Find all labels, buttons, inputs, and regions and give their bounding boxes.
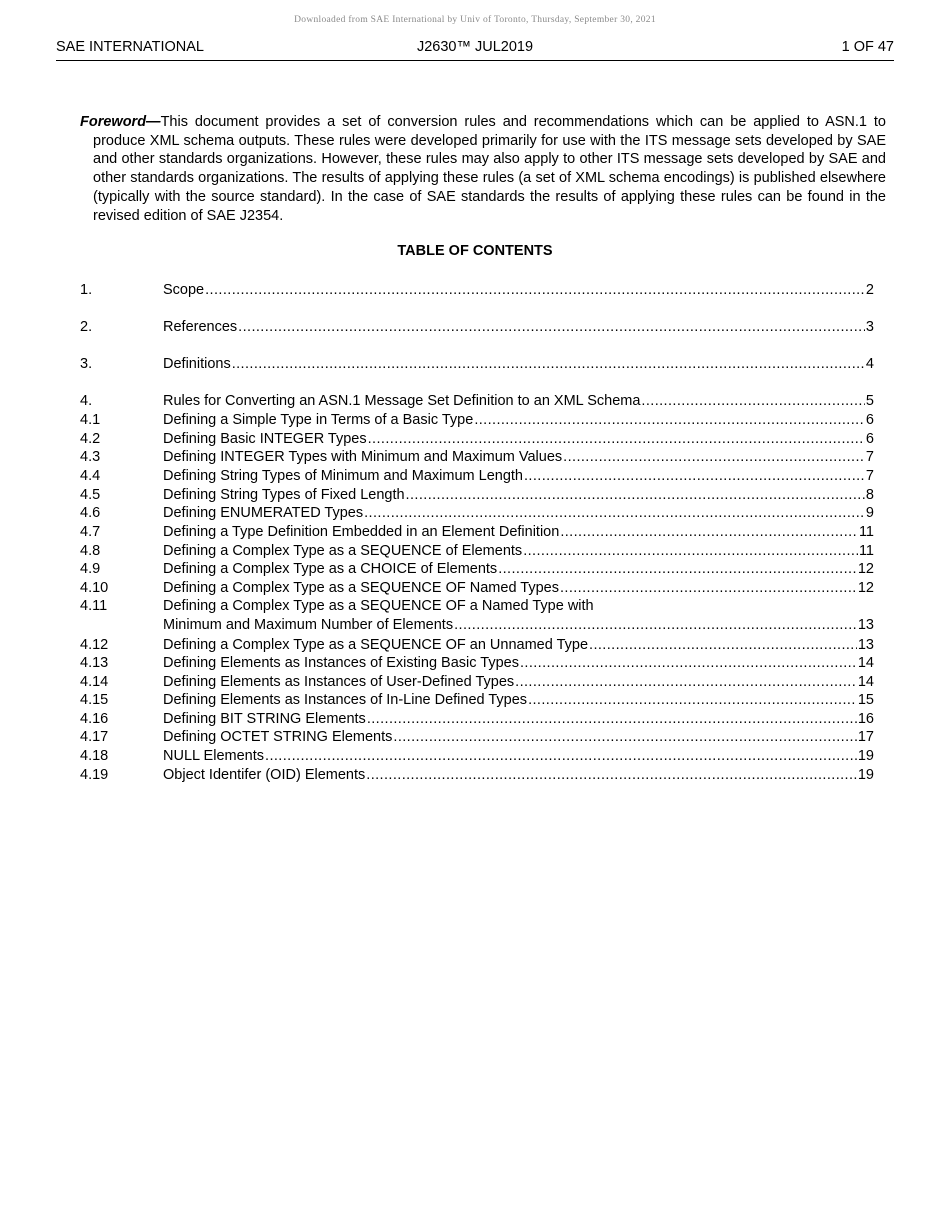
toc-entry-number: 4.17 [80, 729, 109, 745]
toc-entry-page: 6 [865, 412, 874, 428]
toc-entry-title: Defining a Complex Type as a SEQUENCE OF Named Types [163, 580, 559, 596]
toc-entry[interactable] [80, 448, 874, 467]
toc-entry-page: 17 [857, 729, 874, 745]
toc-dot-leader [523, 542, 858, 561]
toc-entry[interactable] [80, 579, 874, 598]
toc-entry-title: Defining ENUMERATED Types [163, 505, 364, 521]
toc-dot-leader [589, 636, 857, 655]
toc-entry-page: 7 [865, 449, 874, 465]
toc-entry-title: Defining Elements as Instances of Existing Basic Types [163, 655, 519, 671]
foreword-paragraph [80, 113, 886, 225]
toc-entry-number: 4.11 [80, 598, 108, 614]
toc-dot-leader [560, 523, 858, 542]
toc-entry-page: 15 [857, 692, 874, 708]
toc-entry[interactable] [80, 318, 874, 337]
toc-entry-number: 4.2 [80, 431, 101, 447]
toc-entry-title: Defining Elements as Instances of User-Defined Types [163, 674, 515, 690]
toc-dot-leader [367, 710, 857, 729]
toc-dot-leader [238, 318, 865, 337]
toc-dot-leader [560, 579, 857, 598]
toc-entry-page: 3 [865, 319, 874, 335]
toc-dot-leader [368, 430, 865, 449]
toc-entry[interactable] [80, 636, 874, 655]
toc-entry[interactable] [80, 747, 874, 766]
toc-entry-page: 13 [857, 637, 874, 653]
toc-entry-number: 4. [80, 393, 93, 409]
toc-entry-title: Defining BIT STRING Elements [163, 711, 366, 727]
toc-dot-leader [520, 654, 857, 673]
toc-dot-leader [364, 504, 865, 523]
toc-entry-page: 2 [865, 282, 874, 298]
toc-entry[interactable] [80, 691, 874, 710]
toc-entry-title: NULL Elements [163, 748, 265, 764]
toc-entry-page: 14 [857, 655, 874, 671]
download-watermark: Downloaded from SAE International by Univ of Toronto, Thursday, September 30, 2021 [294, 15, 656, 25]
toc-dot-leader [406, 486, 865, 505]
toc-dot-leader [641, 392, 865, 411]
toc-entry[interactable] [80, 392, 874, 411]
toc-entry-number: 4.19 [80, 767, 109, 783]
toc-entry-page: 9 [865, 505, 874, 521]
toc-entry[interactable] [80, 355, 874, 374]
page-header [56, 38, 894, 61]
toc-entry-title: Defining a Complex Type as a SEQUENCE of Elements [163, 543, 523, 559]
toc-entry-number: 4.6 [80, 505, 101, 521]
toc-entry-number: 4.5 [80, 487, 101, 503]
toc-dot-leader [393, 728, 856, 747]
toc-entry-number: 4.9 [80, 561, 101, 577]
toc-entry-page: 8 [865, 487, 874, 503]
toc-entry[interactable] [80, 710, 874, 729]
toc-entry[interactable] [80, 486, 874, 505]
toc-dot-leader [232, 355, 865, 374]
toc-entry-page: 7 [865, 468, 874, 484]
toc-entry[interactable] [80, 504, 874, 523]
toc-dot-leader [528, 691, 857, 710]
toc-entry-title: Defining a Type Definition Embedded in an Element Definition [163, 524, 560, 540]
toc-entry-number: 1. [80, 282, 93, 298]
toc-entry-page: 19 [857, 748, 874, 764]
toc-entry[interactable] [80, 597, 874, 633]
toc-entry[interactable] [80, 766, 874, 785]
toc-entry-number: 2. [80, 319, 93, 335]
toc-entry-number: 4.14 [80, 674, 109, 690]
toc-entry-page: 16 [857, 711, 874, 727]
toc-dot-leader [563, 448, 865, 467]
toc-entry-number: 4.18 [80, 748, 109, 764]
toc-entry-title: Scope [163, 282, 205, 298]
toc-dot-leader [524, 467, 865, 486]
toc-entry-number: 4.1 [80, 412, 101, 428]
toc-entry-page: 6 [865, 431, 874, 447]
toc-entry-title: References [163, 319, 238, 335]
toc-entry-number: 4.10 [80, 580, 109, 596]
toc-entry[interactable] [80, 673, 874, 692]
toc-entry[interactable] [80, 728, 874, 747]
toc-heading: TABLE OF CONTENTS [397, 243, 553, 259]
toc-entry-title: Definitions [163, 356, 231, 372]
toc-entry-title: Defining String Types of Fixed Length [163, 487, 405, 503]
toc-entry-number: 4.15 [80, 692, 109, 708]
toc-entry-title: Defining a Complex Type as a CHOICE of Elements [163, 561, 498, 577]
toc-entry-title: Defining String Types of Minimum and Maximum Length [163, 468, 523, 484]
toc-entry-number: 3. [80, 356, 93, 372]
toc-entry-number: 4.7 [80, 524, 101, 540]
toc-entry[interactable] [80, 467, 874, 486]
toc-entry-title: Object Identifer (OID) Elements [163, 767, 366, 783]
toc-dot-leader [498, 560, 857, 579]
toc-entry-number: 4.4 [80, 468, 101, 484]
toc-dot-leader [515, 673, 857, 692]
toc-entry-page: 14 [857, 674, 874, 690]
toc-entry-title: Defining OCTET STRING Elements [163, 729, 393, 745]
toc-entry-page: 19 [857, 767, 874, 783]
toc-entry[interactable] [80, 523, 874, 542]
toc-entry-page: 4 [865, 356, 874, 372]
toc-dot-leader [205, 281, 865, 300]
toc-entry-title-continued: Minimum and Maximum Number of Elements [163, 617, 454, 633]
toc-entry[interactable] [80, 654, 874, 673]
toc-entry[interactable] [80, 430, 874, 449]
toc-entry-number: 4.16 [80, 711, 109, 727]
toc-entry-number: 4.12 [80, 637, 109, 653]
toc-entry-title: Defining INTEGER Types with Minimum and Maximum Values [163, 449, 563, 465]
toc-entry[interactable] [80, 411, 874, 430]
toc-entry[interactable] [80, 281, 874, 300]
header-document-id: J2630™ JUL2019 [416, 39, 534, 55]
toc-entry-number: 4.3 [80, 449, 101, 465]
toc-entry[interactable] [80, 560, 874, 579]
toc-entry-title: Defining Basic INTEGER Types [163, 431, 367, 447]
toc-entry-page: 12 [857, 580, 874, 596]
toc-entry[interactable] [80, 542, 874, 561]
toc-entry-page: 11 [858, 543, 874, 559]
toc-entry-title: Defining a Simple Type in Terms of a Basic Type [163, 412, 474, 428]
toc-entry-number: 4.8 [80, 543, 101, 559]
toc-entry-title: Defining Elements as Instances of In-Line Defined Types [163, 692, 528, 708]
header-organization: SAE INTERNATIONAL [56, 39, 204, 55]
toc-entry-page: 13 [857, 617, 874, 633]
toc-dot-leader [474, 411, 865, 430]
toc-entry-page: 5 [865, 393, 874, 409]
header-page-number: 1 OF 47 [841, 39, 894, 55]
toc-entry-page: 12 [857, 561, 874, 577]
toc-dot-leader [454, 616, 857, 635]
toc-entry-title: Defining a Complex Type as a SEQUENCE OF a Named Type with [163, 598, 594, 614]
toc-dot-leader [265, 747, 857, 766]
foreword-lead: Foreword— [80, 114, 161, 130]
foreword-text: This document provides a set of conversion rules and recommendations which can be applied to ASN.1 to produce XML schema outputs. These rules were developed primarily for use with the ITS message sets developed by SAE and other standards organizations. However, these rules may also apply to other ITS message sets developed by SAE and other standards organizations. The results of applying these rules (a set of XML schema encodings) is published elsewhere (typically with the source standard). In the case of SAE standards the results of applying these rules can be found in the revised edition of SAE J2354. [93, 114, 886, 224]
toc-entry-page: 11 [858, 524, 874, 540]
toc-entry-number: 4.13 [80, 655, 109, 671]
toc-entry-title: Defining a Complex Type as a SEQUENCE OF an Unnamed Type [163, 637, 589, 653]
toc-entry-title: Rules for Converting an ASN.1 Message Set Definition to an XML Schema [163, 393, 641, 409]
toc-dot-leader [366, 766, 857, 785]
